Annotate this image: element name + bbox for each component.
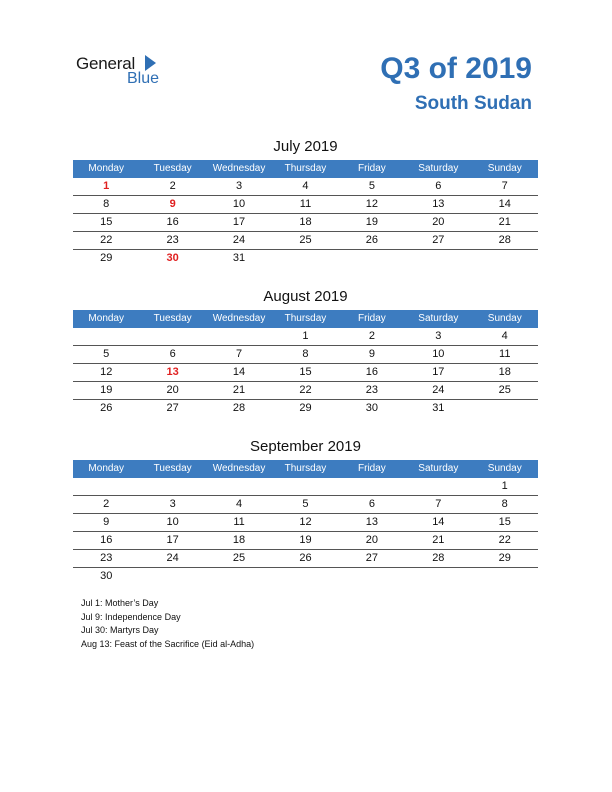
day-cell: 19 [100, 384, 113, 396]
week-row [73, 364, 538, 382]
day-cell: 2 [368, 330, 375, 342]
day-cell: 20 [365, 534, 379, 546]
day-cell [272, 478, 338, 495]
day-cell: 27 [432, 234, 445, 246]
weekday-label: Wednesday [212, 313, 266, 324]
weekday-label: Tuesday [153, 163, 192, 174]
day-cell: 27 [166, 402, 179, 414]
day-cell: 6 [435, 180, 442, 192]
day-cell: 18 [498, 366, 511, 378]
week-row [73, 478, 538, 496]
logo-blue-text: Blue [127, 70, 160, 87]
day-cell: 18 [299, 216, 312, 228]
month-september [73, 436, 538, 585]
day-cell: 3 [169, 498, 176, 510]
week-row [73, 400, 538, 417]
day-cell [139, 478, 205, 495]
day-cell: 21 [498, 216, 511, 228]
day-cell: 1 [302, 330, 309, 342]
weekday-label: Saturday [418, 313, 459, 324]
week-row [73, 196, 538, 214]
note-line: Aug 13: Feast of the Sacrifice (Eid al-Adha) [81, 638, 255, 649]
day-cell [339, 478, 405, 495]
week-row [73, 214, 538, 232]
day-cell: 11 [499, 348, 511, 360]
week-row [73, 328, 538, 346]
day-cell: 9 [368, 348, 375, 360]
day-cell: 17 [232, 216, 246, 228]
logo-triangle-icon [145, 55, 156, 71]
week-row [73, 232, 538, 250]
day-cell: 14 [232, 366, 246, 378]
weekday-label: Thursday [284, 463, 327, 474]
week-row [73, 346, 538, 364]
day-cell: 6 [368, 498, 375, 510]
day-cell: 29 [299, 402, 312, 414]
day-cell: 19 [299, 534, 312, 546]
day-cell: 26 [299, 552, 312, 564]
day-cell [206, 478, 272, 495]
weekday-label: Friday [358, 313, 386, 324]
day-cell: 25 [299, 234, 312, 246]
day-cell: 26 [100, 402, 113, 414]
day-cell: 8 [302, 348, 309, 360]
weekday-label: Saturday [418, 163, 459, 174]
day-cell: 25 [232, 552, 246, 564]
day-cell: 12 [299, 516, 312, 528]
day-cell: 16 [100, 534, 113, 546]
month-august [73, 286, 538, 417]
day-cell: 1 [103, 180, 110, 192]
note-line: Jul 30: Martyrs Day [81, 625, 159, 635]
day-cell: 24 [432, 384, 445, 396]
weekday-header [73, 460, 538, 478]
day-cell: 15 [299, 366, 312, 378]
day-cell: 30 [100, 570, 113, 582]
day-cell: 9 [103, 516, 110, 528]
day-cell: 18 [232, 534, 246, 546]
day-cell [472, 400, 538, 417]
day-cell: 14 [498, 198, 511, 210]
day-cell: 11 [299, 198, 312, 210]
day-cell: 13 [432, 198, 445, 210]
day-cell [405, 568, 471, 585]
month-title: July 2019 [273, 138, 338, 155]
weekday-label: Monday [88, 463, 124, 474]
day-cell: 30 [166, 252, 179, 264]
weekday-label: Tuesday [153, 463, 192, 474]
day-cell: 24 [232, 234, 246, 246]
day-cell: 31 [232, 252, 246, 264]
day-cell [272, 250, 338, 267]
week-row [73, 568, 538, 585]
day-cell: 2 [103, 498, 110, 510]
weekday-label: Sunday [487, 463, 522, 474]
day-cell [139, 328, 205, 345]
day-cell: 30 [365, 402, 379, 414]
day-cell [339, 250, 405, 267]
day-cell: 5 [103, 348, 110, 360]
day-cell: 10 [166, 516, 179, 528]
day-cell: 28 [498, 234, 511, 246]
day-cell: 12 [100, 366, 113, 378]
day-cell: 21 [232, 384, 246, 396]
holiday-notes [81, 597, 254, 651]
logo [76, 54, 176, 90]
day-cell: 13 [365, 516, 379, 528]
weekday-label: Sunday [487, 163, 522, 174]
day-cell: 5 [302, 498, 309, 510]
day-cell: 21 [432, 534, 445, 546]
week-row [73, 496, 538, 514]
day-cell: 25 [498, 384, 511, 396]
day-cell: 17 [166, 534, 179, 546]
day-cell: 22 [498, 534, 511, 546]
day-cell: 29 [100, 252, 113, 264]
day-cell: 26 [365, 234, 379, 246]
day-cell: 28 [232, 402, 246, 414]
day-cell: 3 [235, 180, 243, 192]
weekday-label: Wednesday [212, 163, 266, 174]
day-cell [272, 568, 338, 585]
page-title: Q3 of 2019 [380, 52, 532, 85]
day-cell: 22 [299, 384, 312, 396]
day-cell: 10 [232, 198, 246, 210]
day-cell: 16 [166, 216, 179, 228]
day-cell: 19 [365, 216, 379, 228]
week-row [73, 532, 538, 550]
day-cell: 8 [501, 498, 508, 510]
weekday-label: Tuesday [153, 313, 192, 324]
day-cell [472, 568, 538, 585]
day-cell [73, 478, 139, 495]
weekday-label: Thursday [284, 163, 327, 174]
day-cell: 20 [166, 384, 179, 396]
day-cell: 7 [435, 498, 442, 510]
day-cell: 13 [166, 366, 179, 378]
day-cell [339, 568, 405, 585]
day-cell: 4 [235, 498, 243, 510]
day-cell: 1 [501, 480, 508, 492]
day-cell: 29 [498, 552, 511, 564]
day-cell: 31 [432, 402, 445, 414]
day-cell: 10 [432, 348, 445, 360]
weekday-label: Thursday [284, 313, 327, 324]
weekday-label: Friday [358, 463, 386, 474]
day-cell [206, 568, 272, 585]
day-cell: 28 [432, 552, 445, 564]
day-cell: 23 [365, 384, 379, 396]
day-cell: 3 [435, 330, 442, 342]
day-cell: 23 [100, 552, 113, 564]
month-title: August 2019 [263, 288, 348, 305]
day-cell: 16 [365, 366, 379, 378]
note-line: Jul 9: Independence Day [81, 611, 181, 622]
week-row [73, 178, 538, 196]
day-cell: 8 [103, 198, 110, 210]
day-cell: 4 [302, 180, 309, 192]
week-row [73, 250, 538, 267]
weekday-header [73, 310, 538, 328]
week-row [73, 382, 538, 400]
month-july [73, 136, 538, 267]
page-subtitle: South Sudan [414, 93, 532, 114]
day-cell [139, 568, 205, 585]
note-line: Jul 1: Mother’s Day [81, 598, 159, 608]
day-cell: 5 [368, 180, 375, 192]
day-cell: 7 [235, 348, 243, 360]
week-row [73, 514, 538, 532]
day-cell: 9 [169, 198, 176, 210]
day-cell [206, 328, 272, 345]
day-cell [472, 250, 538, 267]
weekday-label: Saturday [418, 463, 459, 474]
weekday-label: Sunday [487, 313, 522, 324]
day-cell: 4 [501, 330, 508, 342]
day-cell: 17 [432, 366, 445, 378]
logo-general-text: General [76, 54, 136, 73]
day-cell: 27 [365, 552, 379, 564]
weekday-label: Wednesday [212, 463, 266, 474]
weekday-label: Friday [358, 163, 386, 174]
day-cell: 24 [166, 552, 179, 564]
day-cell: 14 [432, 516, 445, 528]
day-cell [73, 328, 139, 345]
day-cell: 7 [501, 180, 508, 192]
day-cell: 20 [432, 216, 445, 228]
day-cell: 2 [169, 180, 176, 192]
weekday-label: Monday [88, 313, 124, 324]
weekday-label: Monday [88, 163, 124, 174]
day-cell: 6 [169, 348, 176, 360]
day-cell [405, 478, 471, 495]
day-cell: 23 [166, 234, 179, 246]
week-row [73, 550, 538, 568]
day-cell: 12 [365, 198, 379, 210]
weekday-header [73, 160, 538, 178]
day-cell: 15 [498, 516, 511, 528]
day-cell: 15 [100, 216, 113, 228]
month-title: September 2019 [250, 438, 361, 455]
day-cell [405, 250, 471, 267]
day-cell: 11 [233, 516, 245, 528]
day-cell: 22 [100, 234, 113, 246]
